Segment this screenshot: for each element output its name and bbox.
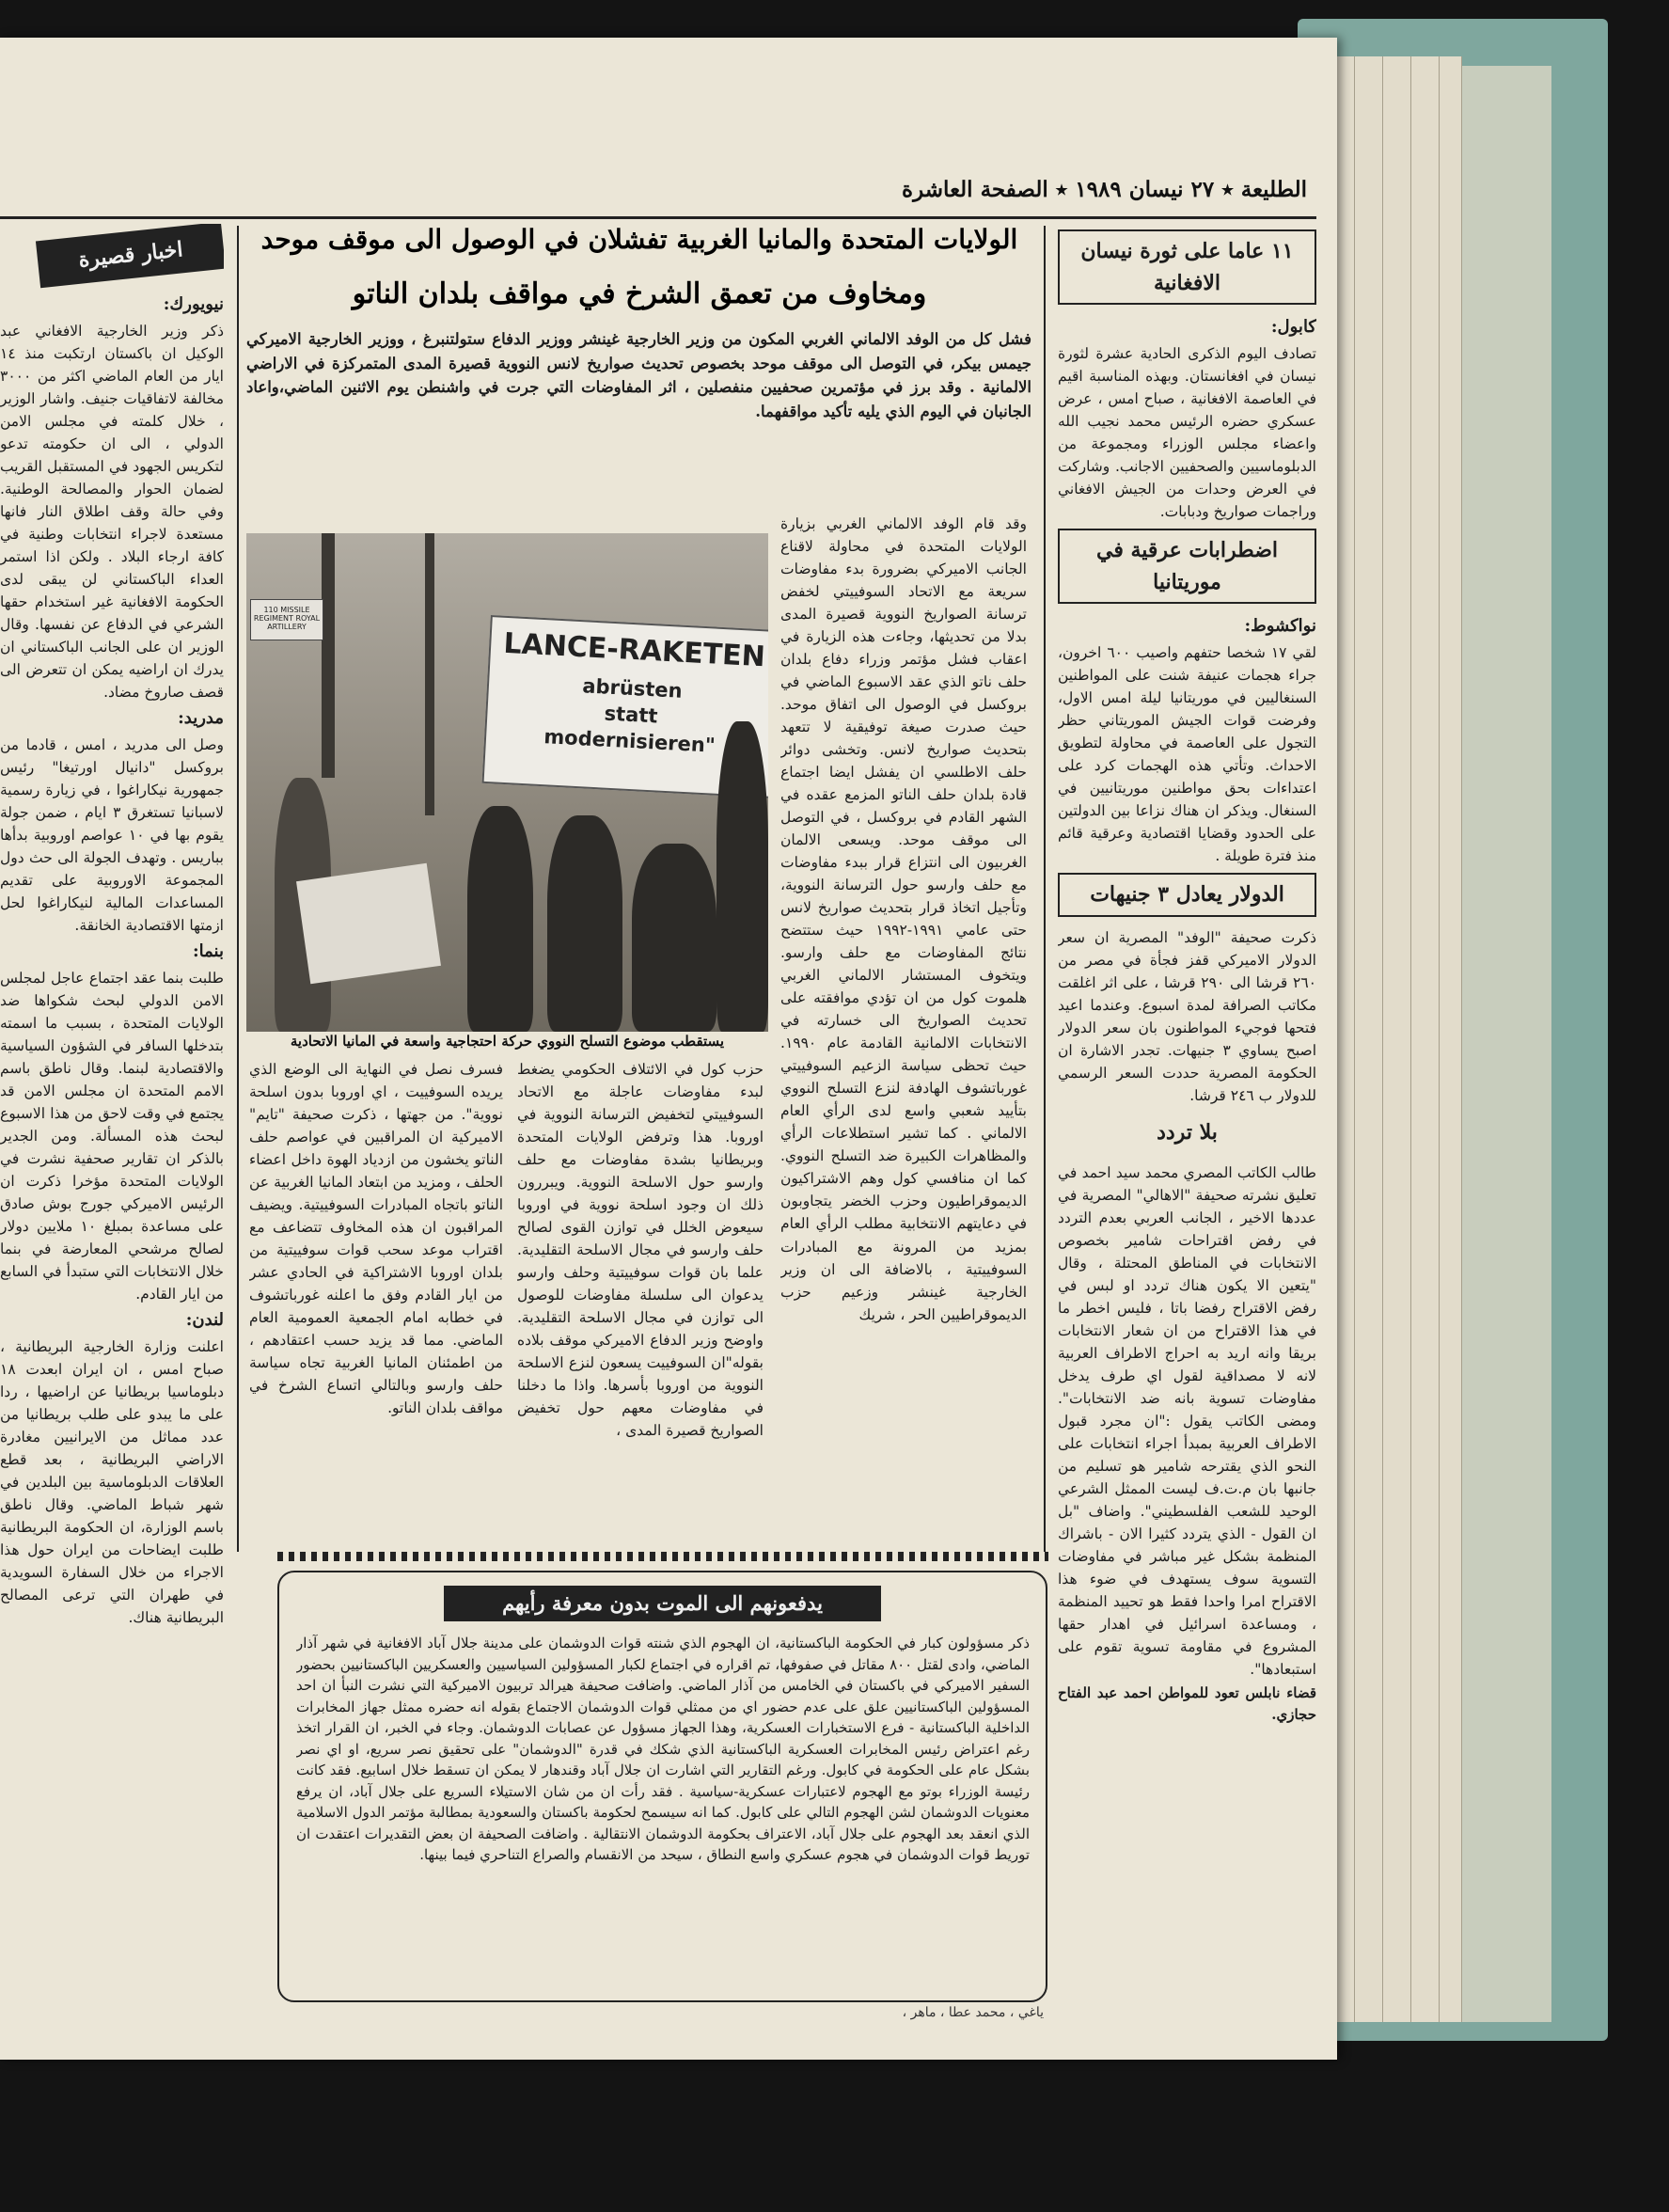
right-title-4: بلا تردد (1157, 1119, 1218, 1145)
regiment-sign: 110 MISSILE REGIMENT ROYAL ARTILLERY (250, 599, 323, 640)
page-edge (1439, 56, 1462, 2022)
newspaper-page (0, 38, 1337, 2060)
headline-line-2: ومخاوف من تعمق الشرخ في مواقف بلدان الناتو (352, 277, 927, 310)
right-title-2: اضطرابات عرقية في موريتانيا (1058, 529, 1316, 604)
header-rule (0, 216, 1316, 219)
article-column-c: فسرف نصل في النهاية الى الوضع الذي يريده السوفييت ، اي اوروبا بدون اسلحة نووية". من جهتها ، ذكرت صحيفة "تايم" الاميركية ان المراقبين في عواصم حلف الناتو يخشون من ازدياد الهوة داخل اعضاء الحلف ، ومزيد من ابتعاد المانيا الغربية عن الناتو باتجاه المبادرات السوفييتية. ويضيف المراقبون ان هذه المخاوف تتضاعف مع اقتراب موعد سحب قوات سوفييتية من بلدان اوروبا الاشتراكية في الحادي عشر من ايار القادم وفق ما اعلنه غورباتشوف في خطابه امام الجمعية العمومية العام الماضي. مما قد يزيد حسب اعتقادهم ، من اطمئنان المانيا الغربية تجاه سياسة حلف وارسو وبالتالي اتساع الشرخ في مواقف بلدان الناتو. (249, 1061, 503, 1417)
zigzag-divider (277, 1552, 1048, 1561)
banner-line-2: abrüsten (581, 674, 684, 703)
article-column-b: حزب كول في الائتلاف الحكومي يضغط لبدء مفاوضات عاجلة مع الاتحاد السوفييتي لتخفيض الترسانة النووية في اوروبا. هذا وترفض الولايات المتحدة وبريطانيا بشدة مفاوضات مع حلف وارسو حول الاسلحة النووية. ويبررون ذلك ان وجود اسلحة نووية في اوروبا سيعوض الخلل في توازن القوى لصالح حلف وارسو في مجال الاسلحة التقليدية. علما بان قوات سوفييتية وحلف وارسو يدعوان الى سلسلة مفاوضات للوصول الى توازن في مجال الاسلحة التقليدية. واوضح وزير الدفاع الاميركي موقف بلاده بقوله"ان السوفييت يسعون لنزع الاسلحة النووية من اوروبا بأسرها. واذا ما دخلنا في مفاوضات معهم حول تخفيض الصواريخ قصيرة المدى ، (517, 1061, 764, 1440)
photo-caption: يستقطب موضوع التسلح النووي حركة احتجاجية واسعة في المانيا الاتحادية (290, 1033, 725, 1050)
left-body-4: اعلنت وزارة الخارجية البريطانية ، صباح امس ، ان ايران ابعدت ١٨ دبلوماسيا بريطانيا عن اراضيها ، ردا على ما يبدو على طلب بريطانيا من عدد مماثل من الايرانيين مغادرة الاراضي البريطانية ، بعد قطع العلاقات الدبلوماسية بين البلدين في شهر شباط الماضي. وقال ناطق باسم الوزارة، ان الحكومة البريطانية طلبت ايضاحات من ايران حول هذا الاجراء من خلال السفارة السويدية في طهران التي ترعى المصالح البريطانية هناك. (0, 1338, 224, 1627)
column-rule (1044, 226, 1046, 1552)
photo-placard (296, 863, 441, 984)
tag-new-york: نيويورك: (163, 294, 224, 315)
dateline-kabul: كابول: (1270, 317, 1316, 338)
banner-line-4: modernisieren" (543, 725, 716, 757)
right-column (1058, 224, 1316, 2001)
page-edge (1382, 56, 1411, 2022)
right-title-3: الدولار يعادل ٣ جنيهات (1058, 873, 1316, 916)
photo-person (716, 721, 768, 1032)
right-body-3: ذكرت صحيفة "الوفد" المصرية ان سعر الدولار الاميركي قفز فجأة في مصر من ٢٦٠ قرشا الى ٢٩٠ قرشا ، على اثر اغلقت مكاتب الصرافة لمدة اسبوع. وعندما اعيد فتحها فوجيء المواطنون بان سعر الدولار اصبح يساوي ٣ جنيهات. تجدر الاشارة ان الحكومة المصرية حددت السعر الرسمي للدولار ب ٢٤٦ قرشا. (1058, 928, 1316, 1104)
column-rule (237, 226, 239, 1552)
protest-photo (246, 533, 768, 1032)
dateline-nouakchott: نواكشوط: (1244, 616, 1316, 637)
right-footer: قضاء نابلس تعود للمواطن احمد عبد الفتاح حجازي. (1058, 1684, 1316, 1724)
banner-line-3: statt (604, 702, 659, 728)
left-column (0, 224, 224, 2001)
right-body-4: طالب الكاتب المصري محمد سيد احمد في تعليق نشرته صحيفة "الاهالي" المصرية في عددها الاخير ، الجانب العربي بعدم التردد في رفض اقتراحات شامير بخصوص الانتخابات في المناطق المحتلة ، وقال "يتعين الا يكون هناك تردد او لبس في رفض الاقتراح رفضا باتا ، فليس اخطر ما في هذا الاقتراح من ان شعار الانتخابات بريقا وانه اريد به احراج الاطراف العربية لانه لا مصداقية لقول اي طرف يدخل مفاوضات تسوية بانه ضد الانتخابات". ومضى الكاتب يقول :"ان مجرد قبول الاطراف العربية بمبدأ اجراء انتخابات على النحو الذي يقترحه شامير هو تسليم من جانبها بان م.ت.ف ليست الممثل الشرعي الوحيد للشعب الفلسطيني". واضاف "بل ان القول - الذي يتردد كثيرا الان - باشراك المنظمة بشكل غير مباشر في مفاوضات التسوية سوف يستهدف في ضوء هذا الاقتراح امرا واحدا فقط هو تحييد المنظمة ، ومساعدة اسرائيل في اهدار حقها المشروع في مقاومة تسوية تقوم على استبعادها". (1058, 1163, 1316, 1679)
page-edge (1410, 56, 1440, 2022)
short-news-banner: اخبار قصيرة (36, 224, 224, 288)
left-body-3: طلبت بنما عقد اجتماع عاجل لمجلس الامن الدولي لبحث شكواها ضد الولايات المتحدة ، بسبب ما اسمته بتدخلها السافر في الشؤون السياسية والاقتصادية لبنما. وقال ناطق باسم الامم المتحدة ان مجلس الامن قد يجتمع في وقت لاحق من هذا الاسبوع لبحث هذه المسألة. ومن الجدير بالذكر ان تقارير صحفية نشرت في الولايات المتحدة مؤخرا ذكرت ان الرئيس الاميركي جورج بوش صادق على مساعدة بمبلغ ١٠ ملايين دولار لصالح مرشحي المعارضة في بنما خلال الانتخابات التي ستبدأ في السابع من ايار القادم. (0, 970, 224, 1304)
boxed-article-body: ذكر مسؤولون كبار في الحكومة الباكستانية، ان الهجوم الذي شنته قوات الدوشمان على مدينة جلال آباد الافغانية في شهر آذار الماضي، وادى لقتل ٨٠٠ مقاتل في صفوفها، تم اقراره في اجتماع لكبار المسؤولين السياسيين والعسكريين الباكستانيين بحضور السفير الاميركي في باكستان في الخامس من آذار الماضي. واضافت صحيفة هيرالد تربيون الاميركية التي نشرت النبأ ان احد المسؤولين الباكستانيين علق على عدم حضور اي من ممثلي قوات الدوشمان الاجتماع بقوله انه حضره ممثل جهاز المخابرات الداخلية الباكستانية - فرع الاستخبارات العسكرية، وهذا الجهاز مسؤول عن عصابات الدوشمان. وجاء في الخبر، ان القرار اتخذ رغم اعتراض رئيس المخابرات العسكرية الباكستانية الذي شكك في قدرة "الدوشمان" على تحقيق نصر سريع، او اي نصر بشكل عام على الحكومة في كابول. ورغم التقارير التي اشارت ان جلال آباد وقندهار لا يمكن ان تسقط خلال اسابيع. فقد كانت رئيسة الوزراء بوتو مع الهجوم لاعتبارات عسكرية-سياسية . فقد رأت ان من شان الاستيلاء السريع على جلال آباد، ان يرفع معنويات الدوشمان لشن الهجوم التالي على كابول. كما انه سيسمح لحكومة باكستان والسعودية بمطالبة مؤتمر الدول الاسلامية الذي انعقد بعد الهجوم على جلال آباد، الاعتراف بحكومة الدوشمان الانتقالية . واضافت الصحيفة ان بعض التقديرات اعتقدت ان توريط قوات الدوشمان في هجوم عسكري واسع النطاق ، سيحد من الانقسام والصراع التناحري فيما بينها. (296, 1635, 1030, 1863)
photo-person (547, 815, 622, 1032)
photo-person (632, 844, 716, 1032)
page-edge (1354, 56, 1383, 2022)
tag-london: لندن: (185, 1310, 224, 1331)
boxed-article (277, 1571, 1047, 2002)
right-body-1: تصادف اليوم الذكرى الحادية عشرة لثورة نيسان في افغانستان. وبهذه المناسبة اقيم في العاصمة الافغانية ، صباح امس ، عرض عسكري حضره الرئيس محمد نجيب الله واعضاء مجلس الوزراء ومجموعة من الدبلوماسيين والصحفيين الاجانب. وشاركت في العرض وحدات من الجيش الافغاني وراجمات صواريخ ودبابات. (1058, 345, 1316, 521)
header-text: الطليعة ٭ ٢٧ نيسان ١٩٨٩ ٭ الصفحة العاشرة (902, 177, 1307, 202)
tag-panama: بنما: (193, 941, 224, 962)
banner-line-1: LANCE-RAKETEN (502, 626, 766, 674)
boxed-article-title: يدفعونهم الى الموت بدون معرفة رأيهم (444, 1586, 881, 1621)
photo-tree (425, 533, 434, 815)
tag-madrid: مدريد: (178, 708, 224, 729)
photo-tree (322, 533, 335, 778)
photo-person (467, 806, 533, 1032)
page-header (0, 169, 1316, 216)
footer-credits: ياغي ، محمد عطا ، ماهر ، (902, 2005, 1044, 2020)
left-body-2: وصل الى مدريد ، امس ، قادما من بروكسل "دانيال اورتيغا" رئيس جمهورية نيكاراغوا ، في زيارة رسمية لاسبانيا تستغرق ٣ ايام ، ضمن جولة يقوم بها في ١٠ عواصم اوروبية بدأها بباريس . وتهدف الجولة الى حث دول المجموعة الاوروبية على تقديم المساعدات المالية لنيكاراغوا لحل ازمتها الاقتصادية الخانقة. (0, 736, 224, 935)
right-title-1: ١١ عاما على ثورة نيسان الافغانية (1058, 229, 1316, 305)
left-body-1: ذكر وزير الخارجية الافغاني عبد الوكيل ان باكستان ارتكبت منذ ١٤ ايار من العام الماضي اكثر من ٣٠٠٠ مخالفة لاتفاقيات جنيف. واشار الوزير ، خلال كلمته في مجلس الامن الدولي ، الى ان حكومته تدعو لتكريس الجهود في المستقبل القريب لضمان الحوار والمصالحة الوطنية. وفي حالة وقف اطلاق النار فانها مستعدة لاجراء انتخابات وطنية في كافة ارجاء البلاد . ولكن اذا استمر العداء الباكستاني لن يبقى لدى الحكومة الافغانية غير استخدام حقها الشرعي في الدفاع عن نفسها. وقال الوزير ان على الجانب الباكستاني ان يدرك ان اراضيه يمكن ان تتعرض الى قصف صاروخ مضاد. (0, 322, 224, 702)
article-column-a: وقد قام الوفد الالماني الغربي بزيارة الولايات المتحدة في محاولة لاقناع الجانب الاميركي بضرورة بدء مفاوضات سريعة مع الاتحاد السوفييتي لخفض ترسانة الصواريخ النووية قصيرة المدى بدلا من تحديثها، وجاءت هذه الزيارة في اعقاب فشل مؤتمر وزراء دفاع بلدان حلف ناتو الذي عقد الاسبوع الماضي في بروكسل في الوصول الى اتفاق موحد. حيث صدرت صيغة توفيقية لا تتعهد بتحديث صواريخ لانس. وتخشى دوائر حلف الاطلسي ان يفشل ايضا اجتماع قادة بلدان حلف الناتو المزمع عقده في الشهر القادم في بروكسل ، في التوصل الى موقف موحد. ويسعى الالمان الغربيون الى انتزاع قرار ببدء مفاوضات مع حلف وارسو حول الترسانة النووية، وتأجيل اتخاذ قرار بتحديث صواريخ لانس حتى عامي ١٩٩١-١٩٩٢ حيث ستتضح نتائج المفاوضات مع حلف وارسو. ويتخوف المستشار الالماني الغربي هلموت كول من ان تؤدي موافقته على تحديث الصواريخ الى خسارته في الانتخابات الالمانية القادمة عام ١٩٩٠. حيث تحظى سياسة الزعيم السوفييتي غورباتشوف الهادفة لنزع التسلح النووي بتأييد شعبي واسع لدى الرأي العام الالماني . كما تشير استطلاعات الرأي والمظاهرات الكبيرة ضد التسلح النووي. كما ان منافسي كول وهم الاشتراكيون الديموقراطيون وحزب الخضر يتجاوبون في دعايتهم الانتخابية مطلب الرأي العام بمزيد من المرونة مع المبادرات السوفييتية ، بالاضافة الى ان وزير الخارجية غينشر وزعيم حزب الديموقراطيين الحر ، شريك (780, 515, 1027, 1323)
right-body-2: لقي ١٧ شخصا حتفهم واصيب ٦٠٠ اخرون، جراء هجمات عنيفة شنت على المواطنين السنغاليين في موريتانيا ليلة امس الاول، وفرضت قوات الجيش الموريتاني حظر التجول على العاصمة في محاولة لتطويق الاحداث. وتأتي هذه الهجمات كرد على اعتداءات بحق مواطنين موريتانيين في السنغال. ويذكر ان هناك نزاعا بين الدولتين على الحدود وقضايا اقتصادية وعرقية قائم منذ فترة طويلة . (1058, 644, 1316, 865)
headline-line-1: الولايات المتحدة والمانيا الغربية تفشلان في الوصول الى موقف موحد (260, 224, 1018, 255)
lead-paragraph: فشل كل من الوفد الالماني الغربي المكون من وزير الخارجية غينشر ووزير الدفاع ستولتنبرغ ، ووزير الخارجية الاميركي جيمس بيكر، في التوصل الى موقف موحد بخصوص تحديث صواريخ لانس النووية قصيرة المدى المتمركزة في الاراضي الالمانية . وقد برز في مؤتمرين صحفيين منفصلين ، اثر المفاوضات التي جرت في واشنطن يوم الاثنين الماضي،واعاد الجانبان في اليوم الذي يليه تأكيد مواقفهما. (246, 330, 1031, 420)
